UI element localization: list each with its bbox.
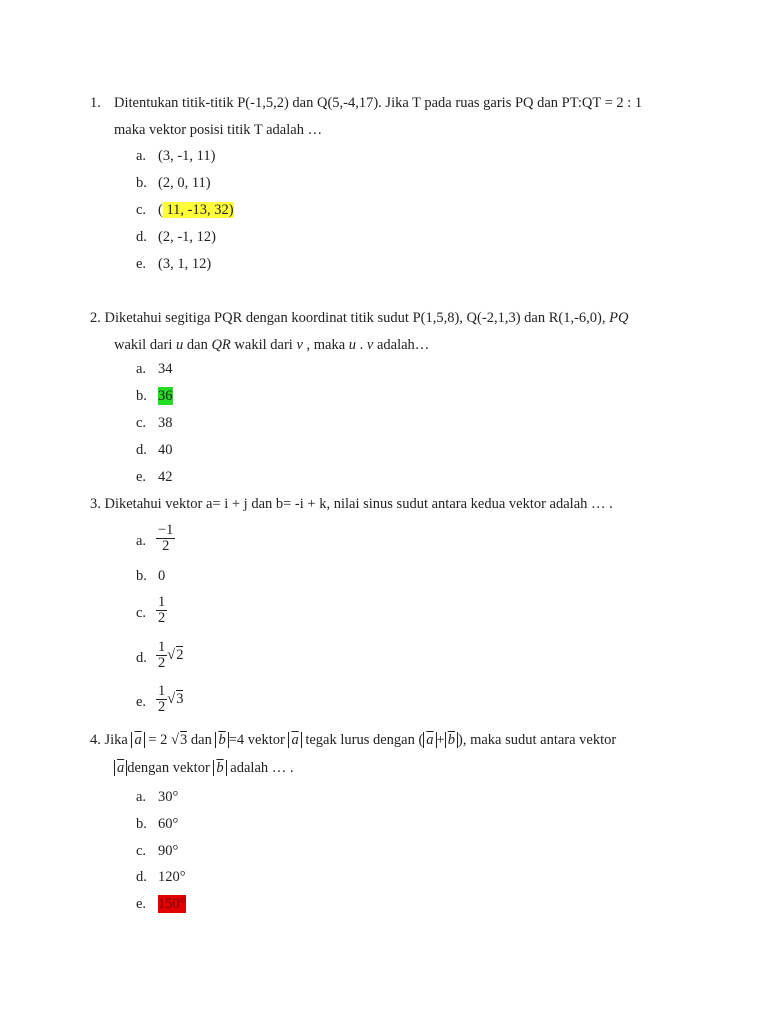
option-value: (2, 0, 11): [158, 175, 211, 191]
option-letter: c.: [136, 202, 147, 218]
option-letter: b.: [136, 568, 147, 584]
option-letter: b.: [136, 175, 147, 191]
math-pq: PQ: [609, 310, 629, 326]
option-value: 30°: [158, 789, 179, 805]
math-v: v: [296, 337, 303, 353]
option-value-prefix: (: [158, 202, 163, 218]
option-value: 42: [158, 469, 173, 485]
denominator: 2: [158, 655, 166, 671]
radicand: 3: [180, 732, 188, 748]
text-part: adalah…: [373, 337, 430, 353]
option-letter: a.: [136, 533, 147, 549]
option-letter: d.: [136, 869, 147, 885]
question-text: [90, 731, 616, 749]
option-letter: d.: [136, 442, 147, 458]
option-letter: c.: [136, 605, 147, 621]
vector-b: $\overline{b}$: [216, 760, 224, 776]
highlighted-answer: 150°: [158, 896, 186, 912]
text-part: dan: [183, 337, 212, 353]
option-value: 38: [158, 415, 173, 431]
option-letter: b.: [136, 816, 147, 832]
question-number: 1.: [90, 95, 101, 111]
question-text: [114, 336, 429, 354]
vector-a: $\overline{a}$: [117, 760, 125, 776]
option-value: 60°: [158, 816, 179, 832]
option-value: (3, -1, 11): [158, 148, 216, 164]
option-value: 90°: [158, 843, 179, 859]
question-text: [114, 759, 294, 777]
radicand: 3: [176, 690, 184, 707]
text-part: tegak lurus dengan (: [301, 732, 424, 748]
denominator: 2: [158, 610, 166, 626]
vector-a: $\overline{a}$: [134, 732, 142, 748]
sqrt-sign: √: [167, 690, 176, 707]
option-letter: e.: [136, 896, 147, 912]
text-part: dan: [187, 732, 216, 748]
fraction: [156, 595, 167, 626]
numerator: 1: [158, 683, 166, 699]
question-text: maka vektor posisi titik T adalah …: [114, 122, 323, 138]
text-part: .: [356, 337, 367, 353]
option-letter: d.: [136, 650, 147, 666]
question-text: [90, 309, 628, 327]
question-text: 3. Diketahui vektor a= i + j dan b= -i + k, nilai sinus sudut antara kedua vektor adalah … .: [90, 496, 613, 512]
math-u: u: [176, 337, 184, 353]
text-part: dengan vektor: [127, 760, 214, 776]
option-letter: e.: [136, 469, 147, 485]
vector-b: $\overline{b}$: [447, 732, 455, 748]
math-u: u: [348, 337, 357, 353]
text-part: wakil dari: [114, 337, 177, 353]
numerator: −1: [158, 522, 174, 538]
question-text: Ditentukan titik-titik P(-1,5,2) dan Q(5,-4,17). Jika T pada ruas garis PQ dan PT:QT = 2 : 1: [114, 95, 643, 111]
denominator: 2: [162, 538, 170, 554]
option-value: 34: [158, 361, 173, 377]
option-value: 120°: [158, 869, 186, 885]
option-value: 0: [158, 568, 166, 584]
text-part: , maka: [302, 337, 349, 353]
option-letter: c.: [136, 415, 147, 431]
numerator: 1: [158, 594, 166, 610]
vector-a: $\overline{a}$: [426, 732, 434, 748]
numerator: 1: [158, 639, 166, 655]
radicand: 2: [176, 646, 184, 663]
highlighted-answer: 36: [158, 388, 173, 404]
option-letter: e.: [136, 256, 147, 272]
denominator: 2: [158, 699, 166, 715]
option-value: (2, -1, 12): [158, 229, 216, 245]
option-value: (3, 1, 12): [158, 256, 212, 272]
option-value: 40: [158, 442, 173, 458]
option-value: [158, 201, 234, 219]
option-letter: b.: [136, 388, 147, 404]
plus: +: [436, 732, 445, 748]
text-part: ), maka sudut antara vektor: [457, 732, 617, 748]
option-letter: d.: [136, 229, 147, 245]
highlighted-answer: 11, -13, 32): [162, 202, 234, 218]
fraction: [156, 523, 175, 554]
vector-a: $\overline{a}$: [291, 732, 299, 748]
text-part: 4. Jika: [90, 732, 132, 748]
fraction-root: [156, 684, 183, 715]
question-text-part: 2. Diketahui segitiga PQR dengan koordinat titik sudut P(1,5,8), Q(-2,1,3) dan R(1,-6,0),: [90, 310, 610, 326]
fraction-root: [156, 640, 183, 671]
text-part: =4 vektor: [228, 732, 289, 748]
text-part: = 2: [144, 732, 172, 748]
text-part: adalah … .: [226, 760, 294, 776]
option-letter: c.: [136, 843, 147, 859]
vector-b: $\overline{b}$: [218, 732, 226, 748]
math-v: v: [366, 337, 374, 353]
option-letter: e.: [136, 694, 147, 710]
option-letter: a.: [136, 361, 147, 377]
option-letter: a.: [136, 789, 147, 805]
sqrt-sign: √: [167, 646, 176, 663]
math-qr: QR: [211, 337, 231, 353]
option-letter: a.: [136, 148, 147, 164]
sqrt-sign: √: [171, 732, 180, 748]
text-part: wakil dari: [230, 337, 297, 353]
